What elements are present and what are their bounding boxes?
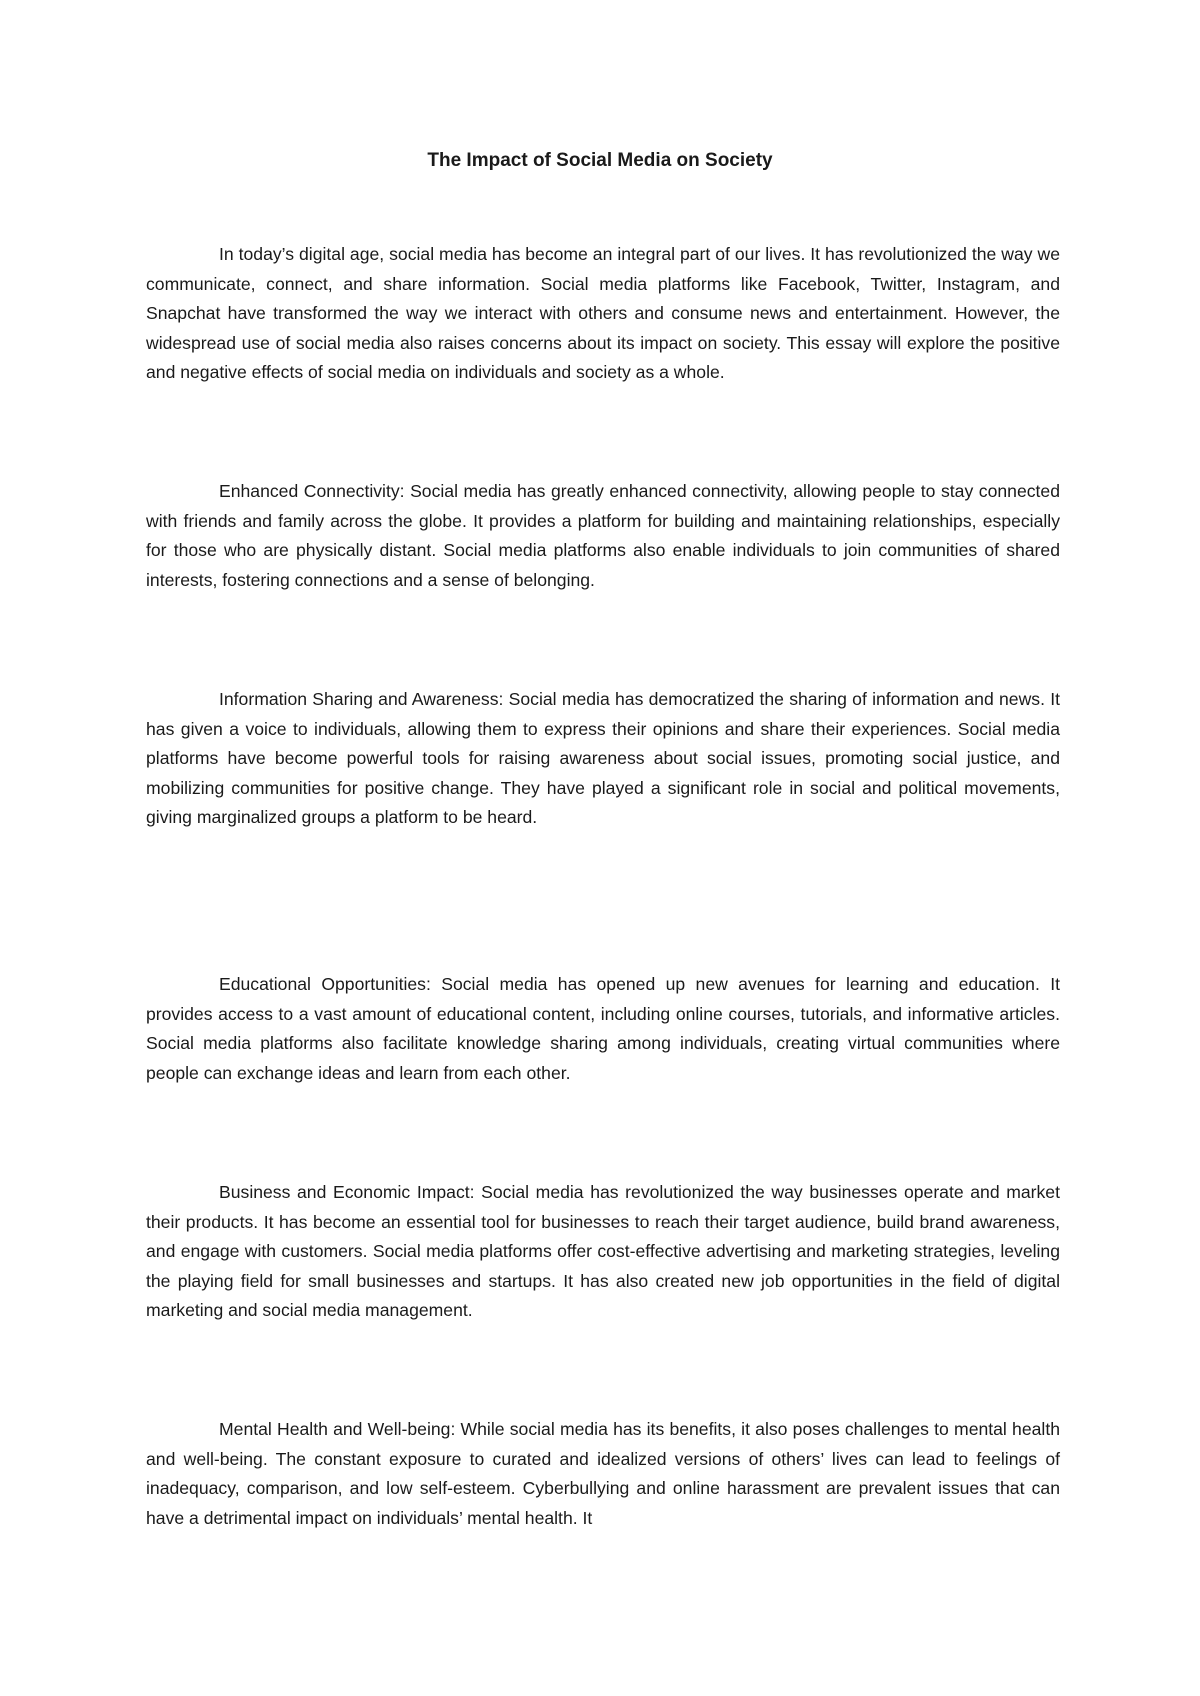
- paragraph-introduction: In today’s digital age, social media has become an integral part of our lives. It has revolutionized the way we communicate, connect, and share information. Social media platforms like Facebook, Twitter, Instagram, and Snapchat have transformed the way we interact with others and consume news and entertainment. However, the widespread use of social media also raises concerns about its impact on society. This essay will explore the positive and negative effects of social media on individuals and society as a whole.: [146, 244, 1060, 382]
- paragraph-mental-health: Mental Health and Well-being: While social media has its benefits, it also poses challenges to mental health and well-being. The constant exposure to curated and idealized versions of others’ lives can lead to feelings of inadequacy, comparison, and low self-esteem. Cyberbullying and online harassment are prevalent issues that can have a detrimental impact on individuals’ mental health. It: [146, 1419, 1060, 1528]
- paragraph-enhanced-connectivity: Enhanced Connectivity: Social media has greatly enhanced connectivity, allowing people to stay connected with friends and family across the globe. It provides a platform for building and maintaining relationships, especially for those who are physically distant. Social media platforms also enable individuals to join communities of shared interests, fostering connections and a sense of belonging.: [146, 481, 1060, 590]
- paragraph-business-economic-impact: Business and Economic Impact: Social media has revolutionized the way businesses operate and market their products. It has become an essential tool for businesses to reach their target audience, build brand awareness, and engage with customers. Social media platforms offer cost-effective advertising and marketing strategies, leveling the playing field for small businesses and startups. It has also created new job opportunities in the field of digital marketing and social media management.: [146, 1182, 1060, 1320]
- paragraph-educational-opportunities: Educational Opportunities: Social media has opened up new avenues for learning and education. It provides access to a vast amount of educational content, including online courses, tutorials, and informative articles. Social media platforms also facilitate knowledge sharing among individuals, creating virtual communities where people can exchange ideas and learn from each other.: [146, 974, 1060, 1083]
- document-title: The Impact of Social Media on Society: [427, 150, 773, 171]
- paragraph-information-sharing: Information Sharing and Awareness: Social media has democratized the sharing of information and news. It has given a voice to individuals, allowing them to express their opinions and share their experiences. Social media platforms have become powerful tools for raising awareness about social issues, promoting social justice, and mobilizing communities for positive change. They have played a significant role in social and political movements, giving marginalized groups a platform to be heard.: [146, 689, 1060, 827]
